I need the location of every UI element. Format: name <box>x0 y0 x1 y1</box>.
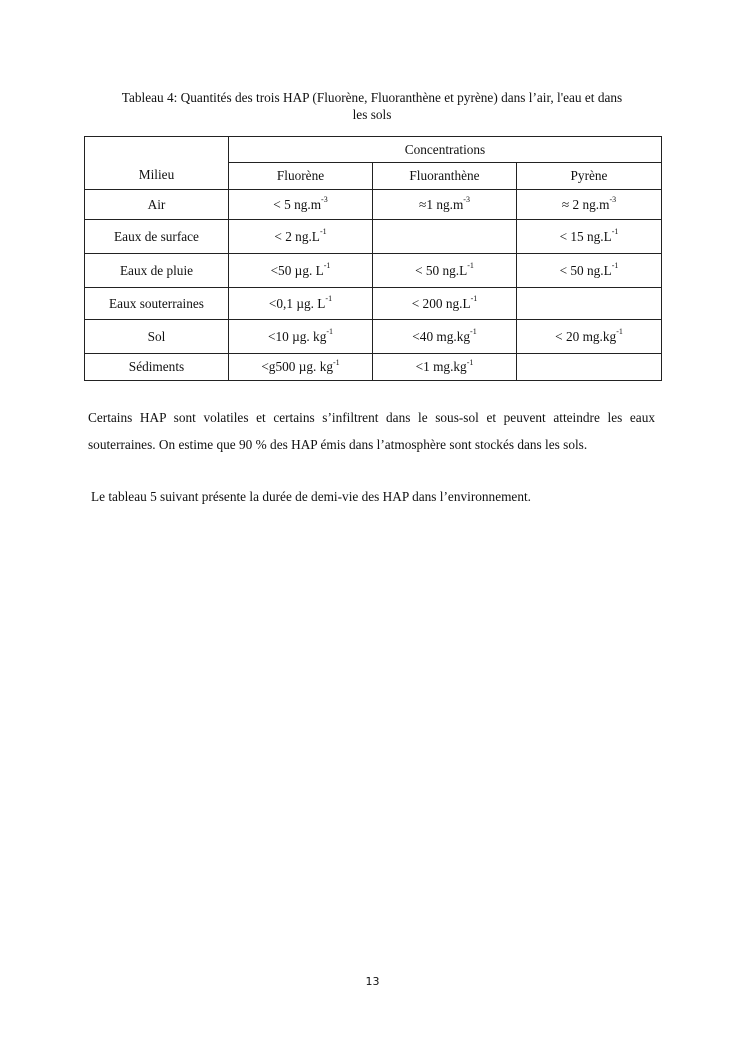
table-row <box>85 288 662 320</box>
table-caption-line2: les sols <box>352 107 392 122</box>
column-header-fluorene: Fluorène <box>229 163 373 190</box>
milieu-cell: Sol <box>85 320 229 354</box>
table-row <box>85 320 662 354</box>
milieu-cell: Eaux de surface <box>85 220 229 254</box>
fluorene-cell: <0,1 µg. $L^{-1}$ <box>229 288 373 320</box>
fluoranthene-cell: < 50 $ng.L^{-1}$ <box>373 254 517 288</box>
fluorene-cell: < 2 $ng.L^{-1}$ <box>229 220 373 254</box>
paragraph-hap-volatiles: Certains HAP sont volatiles et certains s’infiltrent dans le sous-sol et peuvent atteindre les eaux souterraines. On estime que 90 % des HAP émis dans l’atmosphère sont stockés dans les sols. <box>88 410 655 452</box>
page-number: 13 <box>365 975 380 988</box>
column-header-pyrene: Pyrène <box>517 163 662 190</box>
fluoranthene-cell: ≈1 $ng.m^{-3}$ <box>373 190 517 220</box>
table-header-row <box>85 137 662 163</box>
fluorene-cell: < 5 $ng.m^{-3}$ <box>229 190 373 220</box>
fluorene-cell: <10 µg. $kg^{-1}$ <box>229 320 373 354</box>
table-row <box>85 354 662 381</box>
pyrene-cell: < 15 $ng.L^{-1}$ <box>517 220 662 254</box>
milieu-cell: Sédiments <box>85 354 229 381</box>
table-row <box>85 254 662 288</box>
pyrene-cell <box>517 354 662 381</box>
pyrene-cell: ≈ 2 $ng.m^{-3}$ <box>517 190 662 220</box>
fluorene-cell: <50 µg. $L^{-1}$ <box>229 254 373 288</box>
fluoranthene-cell: <40 $mg.kg^{-1}$ <box>373 320 517 354</box>
fluoranthene-cell <box>373 220 517 254</box>
fluoranthene-cell: <1 $mg.kg^{-1}$ <box>373 354 517 381</box>
pyrene-cell: < 50 $ng.L^{-1}$ <box>517 254 662 288</box>
milieu-cell: Eaux de pluie <box>85 254 229 288</box>
table-row <box>85 190 662 220</box>
milieu-cell: Air <box>85 190 229 220</box>
pyrene-cell <box>517 288 662 320</box>
paragraph-tableau-5-intro: Le tableau 5 suivant présente la durée de demi-vie des HAP dans l’environnement. <box>91 489 532 504</box>
hap-concentration-table <box>84 136 662 381</box>
milieu-cell: Eaux souterraines <box>85 288 229 320</box>
table-caption <box>86 89 658 123</box>
column-header-fluoranthene: Fluoranthène <box>373 163 517 190</box>
fluorene-cell: <g500 µg. $kg^{-1}$ <box>229 354 373 381</box>
concentrations-header: Concentrations <box>229 137 662 163</box>
fluoranthene-cell: < 200 $ng.L^{-1}$ <box>373 288 517 320</box>
table-row <box>85 220 662 254</box>
table-caption-line1: Tableau 4: Quantités des trois HAP (Fluorène, Fluoranthène et pyrène) dans l’air, l'eau et dans <box>121 90 623 105</box>
milieu-header: Milieu <box>85 137 229 190</box>
pyrene-cell: < 20 $mg.kg^{-1}$ <box>517 320 662 354</box>
